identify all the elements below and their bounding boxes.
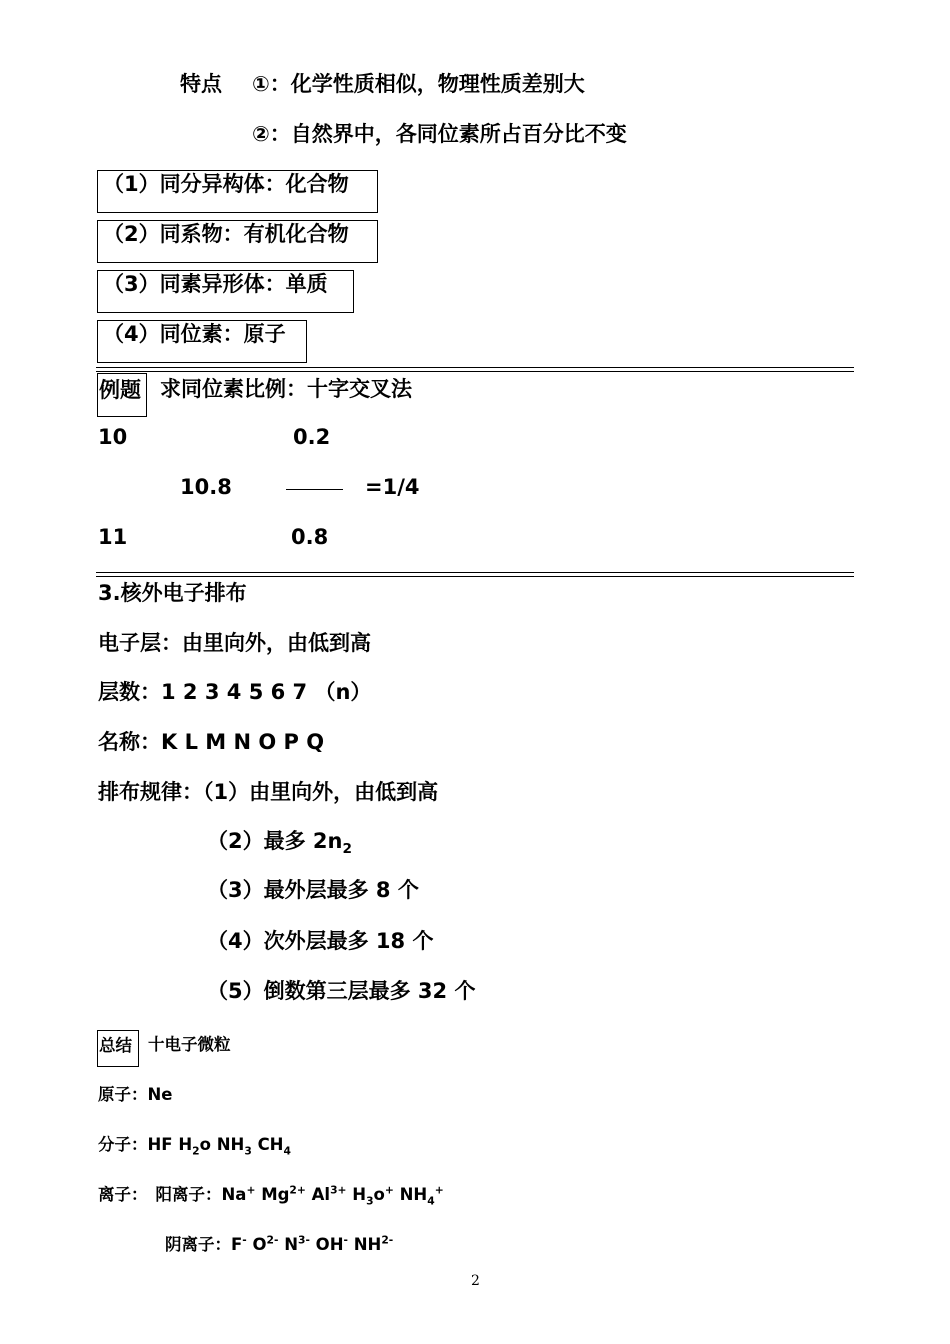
fraction-line — [286, 489, 343, 490]
rule-2: （2）最多 $2n_2$ — [207, 829, 352, 858]
ions-label: 离子： — [98, 1185, 148, 1204]
cross-row3-right: 0.8 — [291, 525, 329, 549]
cross-ratio: =1/4 — [365, 475, 420, 499]
section3-title: 3.核外电子排布 — [98, 581, 247, 605]
cross-mid-value: 10.8 — [180, 475, 232, 499]
rules-line — [98, 778, 438, 806]
rule-1: （1）由里向外，由低到高 — [203, 780, 439, 804]
molecules-line: 分子：HF $H_2o$ $NH_3$ $CH_4$ — [98, 1135, 291, 1158]
feature-item-2: ②：自然界中，各同位素所占百分比不变 — [252, 122, 627, 146]
rule-3: （3）最外层最多 8 个 — [207, 878, 419, 902]
box-homologs-text: （2）同系物：有机化合物 — [103, 222, 349, 246]
example-tag-box — [97, 373, 147, 417]
anions-line: 阴离子：F- $O^{2-}$ $N^{3-}$ OH- $NH^{2-}$ — [165, 1233, 394, 1254]
box-isomers-text: （1）同分异构体：化合物 — [103, 172, 349, 196]
box-homologs — [97, 220, 378, 263]
box-allotropes — [97, 270, 354, 313]
summary-title: 十电子微粒 — [148, 1035, 231, 1054]
rule-5: （5）倒数第三层最多 32 个 — [207, 979, 476, 1003]
double-rule-2 — [96, 572, 854, 577]
features-label: 特点 — [180, 72, 222, 96]
atoms-line: 原子：Ne — [98, 1085, 173, 1104]
rules-label: 排布规律： — [98, 780, 203, 804]
box-isotopes — [97, 320, 307, 363]
cross-row1-right: 0.2 — [293, 425, 331, 449]
feature-item-1: ①：化学性质相似，物理性质差别大 — [252, 72, 585, 96]
cross-row3-left: 11 — [98, 525, 128, 549]
example-tag: 例题 — [99, 378, 141, 402]
names-line: 名称：K L M N O P Q — [98, 730, 325, 754]
anions-label: 阴离子： — [165, 1235, 231, 1254]
ions-line: 离子： 阳离子：Na+ $Mg^{2+}$ $Al^{3+}$ $H_3o^+$ $NH_4^+$ — [98, 1183, 444, 1208]
cations-label: 阳离子： — [155, 1185, 222, 1204]
page-number: 2 — [471, 1273, 480, 1289]
box-isotopes-text: （4）同位素：原子 — [103, 322, 286, 346]
summary-tag: 总结 — [99, 1036, 132, 1055]
summary-tag-box — [97, 1030, 139, 1067]
shells-line: 电子层：由里向外，由低到高 — [98, 631, 371, 655]
box-allotropes-text: （3）同素异形体：单质 — [103, 272, 328, 296]
example-title: 求同位素比例：十字交叉法 — [160, 377, 412, 401]
box-isomers — [97, 170, 378, 213]
double-rule-1 — [96, 367, 854, 372]
cross-row1-left: 10 — [98, 425, 128, 449]
rule-4: （4）次外层最多 18 个 — [207, 929, 434, 953]
layers-line: 层数：1 2 3 4 5 6 7 （n） — [98, 680, 372, 704]
